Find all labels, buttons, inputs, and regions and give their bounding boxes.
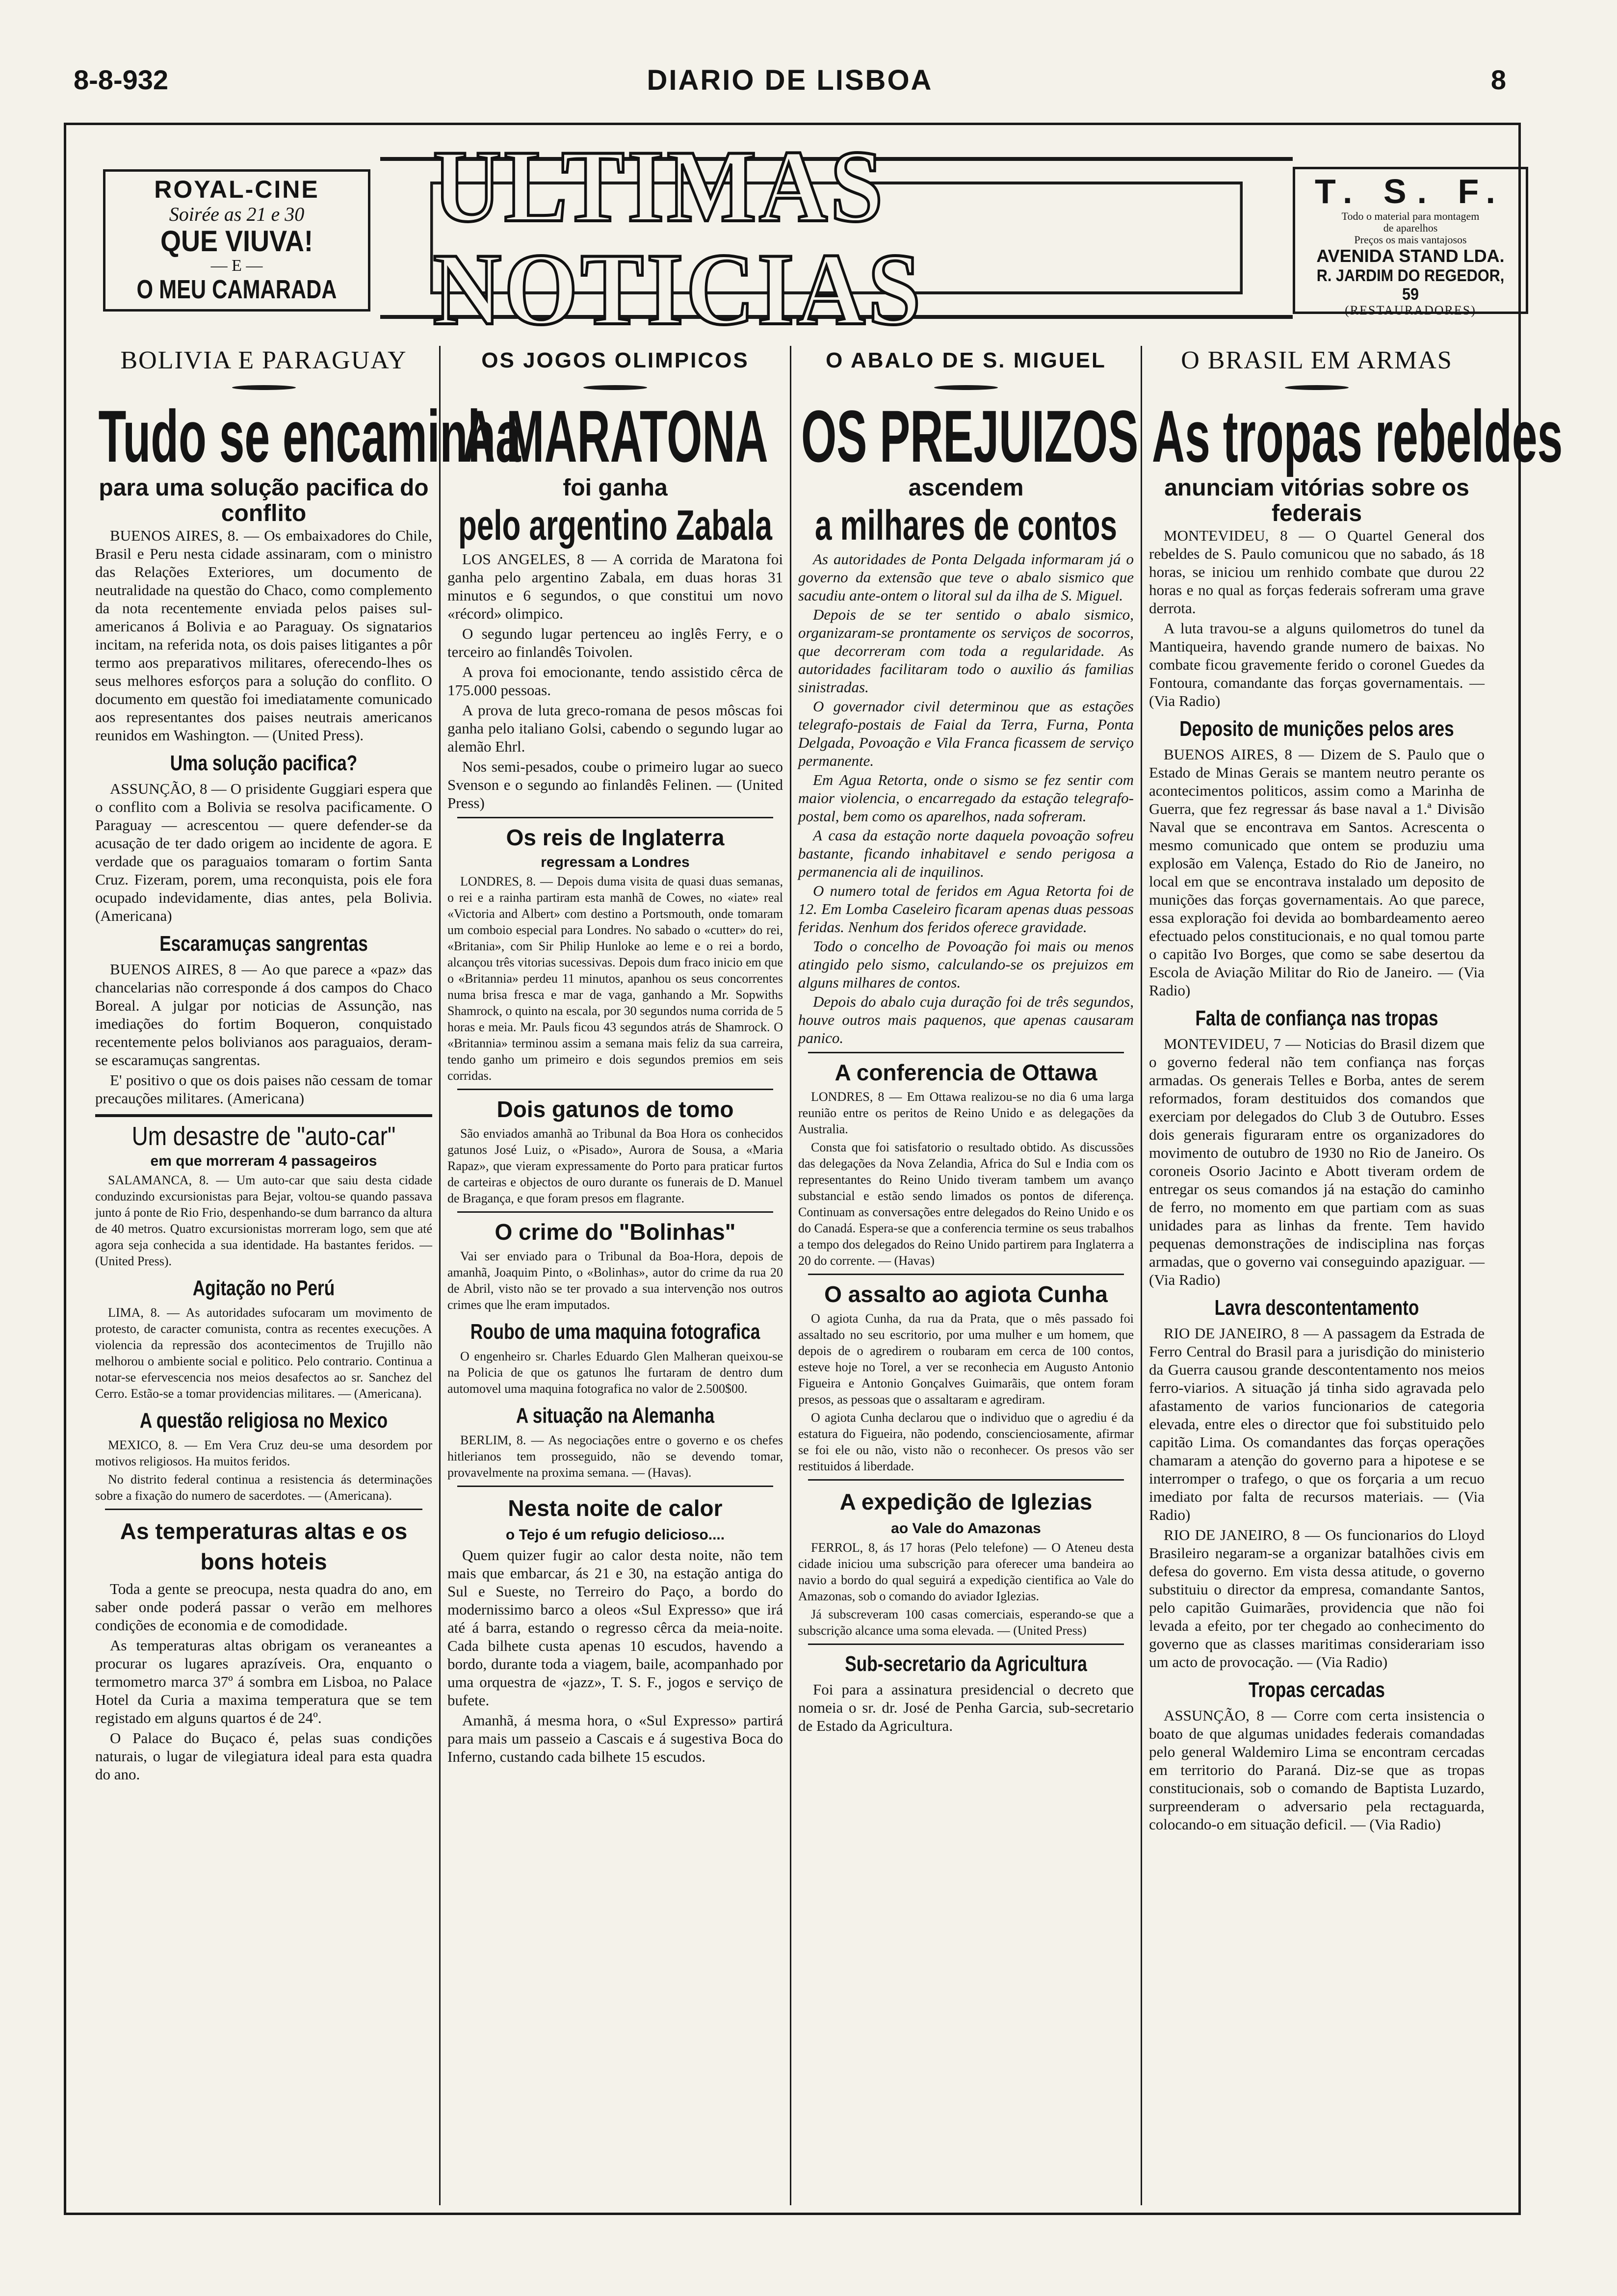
banner-row bbox=[66, 125, 1518, 346]
masthead bbox=[74, 64, 1506, 103]
article-paragraph: No distrito federal continua a resistencia ás determinações sobre a fixação do numero de sacerdotes. — (Americana). bbox=[95, 1472, 432, 1503]
article-paragraph: O Palace do Buçaco é, pelas suas condições naturais, o lugar de vilegiatura ideal para esta quadra do ano. bbox=[95, 1729, 432, 1783]
column-brazil-in-arms bbox=[1141, 346, 1563, 2205]
article-paragraph: São enviados amanhã ao Tribunal da Boa Hora os conhecidos gatunos José Luiz, o «Pisado», Aurora de Sousa, a «Maria Rapaz», que vieram expressamente do Porto para praticar furtos de carteiras e objectos de ouro durante os funerais de D. Manuel de Bragança, e que foram presos em flagrante. bbox=[447, 1126, 783, 1205]
kicker-rule bbox=[934, 385, 998, 390]
subheadline: Falta de confiança nas tropas bbox=[1195, 1006, 1438, 1030]
article-paragraph: Depois do abalo cuja duração foi de três segundos, houve outros mais paquenos, que apenas causaram panico. bbox=[798, 993, 1134, 1046]
article-divider bbox=[808, 1274, 1124, 1275]
headline-deck: anunciam vitórias sobre os federais bbox=[1164, 475, 1469, 526]
ad-session-time: Soirée as 21 e 30 bbox=[169, 203, 305, 225]
article-paragraph: A prova de luta greco-romana de pesos môscas foi ganha pelo italiano Golsi, cabendo o segundo lugar ao alemão Ehrl. bbox=[447, 702, 783, 755]
article-divider bbox=[808, 1644, 1124, 1645]
article-paragraph: BERLIM, 8. — As negociações entre o governo e os chefes hitlerianos tem prosseguido, não se devendo tomar, provavelmente na proxima semana. — (Havas). bbox=[447, 1433, 783, 1480]
ad-tsf-area: (RESTAURADORES) bbox=[1345, 303, 1476, 317]
article-paragraph: O segundo lugar pertenceu ao inglês Ferry, e o terceiro ao finlandês Toivolen. bbox=[447, 625, 783, 660]
subheadline: O assalto ao agiota Cunha bbox=[824, 1281, 1108, 1307]
article-paragraph: ASSUNÇÃO, 8 — Corre com certa insistencia o boato de que algumas unidades federais comandadas pelo general Waldemiro Lima se encontram cercadas em territorio do Paraná. Diz-se que as tropas constitucionais, sob o comando de Baptista Luzardo, surpreenderam o adversario pela rectaguarda, colocando-o em situação deficil. — (Via Radio) bbox=[1149, 1707, 1485, 1833]
column-kicker: OS JOGOS OLIMPICOS bbox=[481, 348, 749, 372]
ad-film-2: O MEU CAMARADA bbox=[136, 275, 337, 304]
subheadline: A questão religiosa no Mexico bbox=[139, 1409, 388, 1433]
article-paragraph: O governador civil determinou que as estações telegrafo-postais de Faial da Terra, Furna, Ponta Delgada, Povoação e Vila Franca ficassem de serviço permanente. bbox=[798, 698, 1134, 769]
issue-date: 8-8-932 bbox=[74, 64, 169, 95]
ad-cinema-name: ROYAL-CINE bbox=[154, 176, 319, 203]
article-paragraph: LIMA, 8. — As autoridades sufocaram um movimento de protesto, de caracter comunista, contra as recentes execuções. A violencia da repressão dos acontecimentos de Trujillo não melhorou o ambiente social e politico. Pelo contrario. Continua a notar-se efervescencia nos meios desafectos ao sr. Sanchez del Cerro. Estão-se a tomar providencias militares. — (Americana). bbox=[95, 1305, 432, 1401]
article-paragraph: Todo o concelho de Povoação foi mais ou menos atingido pelo sismo, calculando-se os prejuizos em alguns milhares de contos. bbox=[798, 938, 1134, 991]
article-paragraph: ASSUNÇÃO, 8 — O prisidente Guggiari espera que o conflito com a Bolivia se resolva pacificamente. O Paraguay — acrescentou — quere defender-se da acusação de ter dado origem ao incidente de agora. E verdade que os paraguaios tomaram o fortim Santa Cruz. Fizeram, porem, uma reconquista, pois ele fora ocupado indevidamente, dias antes, pela Bolivia. (Americana) bbox=[95, 780, 432, 924]
article-paragraph: Toda a gente se preocupa, nesta quadra do ano, em saber onde poderá passar o verão em melhores condições de economia e de comodidade. bbox=[95, 1580, 432, 1634]
subheadline: A situação na Alemanha bbox=[516, 1404, 715, 1428]
subheadline: Um desastre de "auto-car" bbox=[131, 1122, 396, 1151]
subheadline: A conferencia de Ottawa bbox=[835, 1060, 1097, 1085]
kicker-rule bbox=[1285, 385, 1349, 390]
headline: As tropas rebeldes bbox=[1151, 395, 1563, 477]
article-paragraph: MONTEVIDEU, 7 — Noticias do Brasil dizem que o governo federal não tem confiança nas forças armadas. Os generais Telles e Borba, antes de serem reformados, foram destituidos dos comandos que exerciam por delegados do Club 3 de Outubro. Esses dois generais figuraram entre os organizadores do movimento de outubro de 1930 no Rio de Janeiro. Os coroneis Osorio Jacinto e Abott tiveram ordem de entregar os seus comandos já na estação do caminho de ferro, no momento em que partiam com as suas unidades para as linhas da frente. Tem havido pequenas demonstrações de indisciplina nas forças armadas, que o governo vai conseguindo apaziguar. — (Via Radio) bbox=[1149, 1035, 1485, 1288]
page-number: 8 bbox=[1490, 64, 1506, 95]
subheadline: Nesta noite de calor bbox=[508, 1495, 723, 1521]
ad-tsf-line-3: Preços os mais vantajosos bbox=[1354, 234, 1467, 246]
article-divider bbox=[808, 1052, 1124, 1053]
ad-tsf-company: AVENIDA STAND LDA. bbox=[1316, 246, 1505, 266]
newspaper-name: DIARIO DE LISBOA bbox=[647, 64, 933, 96]
article-paragraph: Depois de se ter sentido o abalo sismico, organizaram-se prontamente os serviços de socorros, que decorreram com toda a regularidade. As autoridades facilitaram todo o auxilio ás familias sinistradas. bbox=[798, 606, 1134, 696]
section-title: ULTIMAS NOTICIAS bbox=[430, 182, 1243, 294]
headline-deck: foi ganha bbox=[563, 475, 668, 501]
article-paragraph: Amanhã, á mesma hora, o «Sul Expresso» partirá para mais um passeio a Cascais e á sugestiva Boca do Inferno, custando cada bilhete 15 escudos. bbox=[447, 1712, 783, 1765]
article-paragraph: O agiota Cunha, da rua da Prata, que o mês passado foi assaltado no seu escritorio, por uma mulher e um homem, que depois de o agredirem o roubaram em cerca de 100 contos, esteve hoje no Torel, a ver se reconhecia em Augusto Antonio Figueira e Antonio Gonçalves Guimarãis, que ontem foram presos, as pessoas que o assaltaram e agrediram. bbox=[798, 1311, 1134, 1407]
article-paragraph: A luta travou-se a alguns quilometros do tunel da Mantiqueira, havendo grande numero de baixas. No combate ficou gravemente ferido o coronel Guedes da Fontoura, comandante das forças governamentais. — (Via Radio) bbox=[1149, 620, 1485, 709]
article-divider bbox=[808, 1479, 1124, 1481]
subheadline: As temperaturas altas e os bons hoteis bbox=[120, 1518, 408, 1574]
article-paragraph: MEXICO, 8. — Em Vera Cruz deu-se uma desordem por motivos religiosos. Ha muitos feridos. bbox=[95, 1438, 432, 1468]
article-paragraph: FERROL, 8, ás 17 horas (Pelo telefone) — O Ateneu desta cidade iniciou uma subscrição para oferecer uma bandeira ao navio a bordo do qual seguirá a expedição cientifica ao Vale do Amazonas, sob o comando do aviador Iglezias. bbox=[798, 1540, 1134, 1603]
column-olympic-games bbox=[439, 346, 790, 2205]
article-paragraph: O engenheiro sr. Charles Eduardo Glen Malheran queixou-se na Policia de que os gatunos lhe furtaram de dentro dum automovel uma maquina fotografica no valor de 2.500$00. bbox=[447, 1349, 783, 1396]
article-paragraph: LONDRES, 8. — Depois duma visita de quasi duas semanas, o rei e a rainha partiram esta manhã de Cowes, no «iate» real «Victoria and Albert» com destino a Portsmouth, onde tomaram um comboio especial para Londres. No sabado o «cutter» do rei, «Britania», com Sir Philip Hunloke ao leme e o rei a bordo, alcançou três vitorias sucessivas. Depois dum fraco inicio em que o «Britannia» perdeu 11 minutos, apanhou os seus concorrentes numa brisa fresca e mar de vaga, ganhando a Mr. Sopwiths Shamrock, o quinto na escala, por 30 segundos numa corrida de 5 horas e meia. Mr. Pauls ficou 43 segundos atrás de Shamrock. O «Britannia» terminou assim a semana mais feliz da sua carreira, tendo ganho um primeiro e dois segundos premios em seis corridas. bbox=[447, 874, 783, 1083]
article-paragraph: MONTEVIDEU, 8 — O Quartel General dos rebeldes de S. Paulo comunicou que no sabado, ás 18 horas, se iniciou um renhido combate que durou 22 horas e no qual as forças federais sofreram uma grave derrota. bbox=[1149, 527, 1485, 617]
article-divider bbox=[105, 1509, 422, 1510]
headline-deck: para uma solução pacifica do conflito bbox=[99, 475, 429, 526]
subheadline-deck: o Tejo é um refugio delicioso.... bbox=[505, 1527, 725, 1543]
subheadline: Uma solução pacifica? bbox=[170, 751, 358, 775]
ad-separator: — E — bbox=[210, 257, 263, 275]
tsf-ad bbox=[1293, 167, 1528, 317]
ad-tsf-line-1: Todo o material para montagem bbox=[1341, 210, 1480, 222]
article-paragraph: RIO DE JANEIRO, 8 — A passagem da Estrada de Ferro Central do Brasil para a jurisdição do ministerio da Guerra causou grande descontentamento nos meios ferro-viarios. A situação já tinha sido agravada pelo afastamento de varios funcionarios de categoria elevada, entre eles o director que foi substituido pelo capitão Lima. Os comandantes das forças operações chamaram a atenção do governo para a hipotese e se interromper o trafego, o que os forçaria a um recuo imediato por falta de recursos materiais. — (Via Radio) bbox=[1149, 1325, 1485, 1523]
column-sao-miguel-quake bbox=[790, 346, 1141, 2205]
column-bolivia-paraguay bbox=[88, 346, 521, 2205]
article-paragraph: BUENOS AIRES, 8 — Ao que parece a «paz» das chancelarias não corresponde á dos campos do Chaco Boreal. A julgar por noticias de Assunção, nas imediações do fortim Boqueron, conquistado recentemente pelos bolivianos aos paraguaios, deram-se escaramuças sangrentas. bbox=[95, 961, 432, 1069]
column-kicker: BOLIVIA E PARAGUAY bbox=[120, 346, 407, 374]
article-paragraph: Foi para a assinatura presidencial o decreto que nomeia o sr. dr. José de Penha Garcia, sub-secretario de Estado da Agricultura. bbox=[798, 1681, 1134, 1734]
subheadline: Agitação no Perú bbox=[192, 1276, 335, 1300]
article-divider bbox=[457, 817, 773, 818]
article-paragraph: O agiota Cunha declarou que o individuo que o agrediu é da estatura do Figueira, não podendo, conscienciosamente, afirmar se foi ele ou não, visto não o reconhecer. Os presos vão ser restituidos á liberdade. bbox=[798, 1410, 1134, 1473]
subheadline: Deposito de munições pelos ares bbox=[1179, 717, 1454, 741]
article-paragraph: O numero total de feridos em Agua Retorta foi de 12. Em Lomba Caseleiro ficaram apenas duas pessoas feridas. Nenhum dos feridos oferece gravidade. bbox=[798, 882, 1134, 936]
article-columns bbox=[66, 346, 1563, 2205]
headline: A MARATONA bbox=[462, 395, 768, 477]
article-paragraph: LOS ANGELES, 8 — A corrida de Maratona foi ganha pelo argentino Zabala, em duas horas 31 minutos e 6 segundos, o que constitui um novo «récord» olimpico. bbox=[447, 550, 783, 622]
article-paragraph: Consta que foi satisfatorio o resultado obtido. As discussões das delegações da Nova Zelandia, Africa do Sul e India com os representantes do Reino Unido tiveram tambem um avanço substancial e estão sendo limados os pontos de diferença. Continuam as conversações entre delegados do Reino Unido e os do Canadá. Espera-se que a conferencia termine os seus trabalhos a tempo dos delegados do Reino Unido partirem para Inglaterra a 20 do corrente. — (Havas) bbox=[798, 1140, 1134, 1268]
subheadline: Os reis de Inglaterra bbox=[506, 825, 725, 850]
headline: Tudo se encaminha bbox=[98, 395, 521, 477]
article-paragraph: A casa da estação norte daquela povoação sofreu bastante, ficando inhabitavel e sendo perigosa a permanencia ali de inquilinos. bbox=[798, 827, 1134, 880]
article-paragraph: E' positivo o que os dois paises não cessam de tomar precauções militares. (Americana) bbox=[95, 1071, 432, 1107]
ad-film-1: QUE VIUVA! bbox=[160, 225, 313, 258]
article-paragraph: SALAMANCA, 8. — Um auto-car que saiu desta cidade conduzindo excursionistas para Bejar, voltou-se quando passava junto á ponte de Rio Frio, despenhando-se dum barranco da altura de 40 metros. Quatro excursionistas morreram logo, sem que até agora seja conhecida a sua identidade. Ha bastantes feridos. — (United Press). bbox=[95, 1173, 432, 1268]
column-kicker: O ABALO DE S. MIGUEL bbox=[826, 348, 1106, 372]
headline-deck-2: a milhares de contos bbox=[815, 502, 1117, 549]
subheadline-deck: ao Vale do Amazonas bbox=[891, 1520, 1041, 1537]
article-paragraph: LONDRES, 8 — Em Ottawa realizou-se no dia 6 uma larga reunião entre os peritos de Reino Unido e as delegações da Australia. bbox=[798, 1090, 1134, 1136]
article-paragraph: BUENOS AIRES, 8 — Dizem de S. Paulo que o Estado de Minas Gerais se mantem neutro perante os acontecimentos politicos, assim como a Marinha de Guerra, que fez regressar ás base naval a 1.ª Divisão Naval que se encontrava em Santos. Acrescenta o mesmo comunicado que ontem se produziu uma explosão em Valença, Estado do Rio de Janeiro, no local em que se encontrava instalado um deposito de munições das forças governamentais. Ao que parece, essa exploração foi devida ao bombardeamento aereo efectuado pelos constitucionais, e no qual tomou parte o capitão Ivo Borges, que como se sabe desertou da Escola de Aviação Militar do Rio de Janeiro. — (Via Radio) bbox=[1149, 746, 1485, 999]
subheadline-deck: em que morreram 4 passageiros bbox=[150, 1153, 377, 1169]
article-paragraph: Vai ser enviado para o Tribunal da Boa-Hora, depois de amanhã, Joaquim Pinto, o «Bolinhas», autor do crime da rua 20 de Abril, visto não se ter provado a sua intervenção nos outros crimes que lhe eram imputados. bbox=[447, 1249, 783, 1312]
kicker-rule bbox=[583, 385, 647, 390]
article-paragraph: Quem quizer fugir ao calor desta noite, não tem mais que embarcar, ás 21 e 30, na estação antiga do Sul e Sueste, no Terreiro do Paço, a bordo do modernissimo barco a oleos «Sul Expresso» que irá até á barra, estando o regresso cêrca da meia-noite. Cada bilhete custa apenas 10 escudos, havendo a bordo, durante toda a viagem, baile, acompanhado por uma orquestra de «jazz», T. S. F., jogos e serviço de bufete. bbox=[447, 1546, 783, 1709]
article-divider bbox=[457, 1089, 773, 1090]
ad-tsf-line-2: de aparelhos bbox=[1383, 222, 1438, 234]
article-divider bbox=[95, 1114, 432, 1117]
article-paragraph: RIO DE JANEIRO, 8 — Os funcionarios do Lloyd Brasileiro negaram-se a organizar batalhões civis em defesa do governo. Em vista dessa atitude, o governo substituiu o director da empresa, comandante Santos, pelo capitão Guimarães, providencia que não foi levada a efeito, por ter chegado ao conhecimento do governo que as classes maritimas considerariam isso um acto de provocação. — (Via Radio) bbox=[1149, 1526, 1485, 1670]
ad-tsf-address: R. JARDIM DO REGEDOR, 59 bbox=[1316, 266, 1505, 304]
subheadline: Lavra descontentamento bbox=[1214, 1296, 1419, 1320]
article-paragraph: BUENOS AIRES, 8. — Os embaixadores do Chile, Brasil e Peru nesta cidade assinaram, com o ministro das Relações Exteriores, um documento de neutralidade na questão do Chaco, como complemento da nota recentemente enviada pelos paises sul-americanos á Bolivia e ao Paraguay. Os signatarios incitam, na referida nota, os dois paises litigantes a pôr termo aos preparativos militares, oferecendo-lhes os seus melhores esforços para a solução do conflito. O documento em questão foi imediatamente comunicado aos representantes dos paises neutrais americanos reunidos em Washington. — (United Press). bbox=[95, 527, 432, 744]
headline: OS PREJUIZOS bbox=[801, 395, 1139, 477]
article-paragraph: Já subscreveram 100 casas comerciais, esperando-se que a subscrição alcance uma soma elevada. — (United Press) bbox=[798, 1607, 1134, 1638]
article-paragraph: As temperaturas altas obrigam os veraneantes a procurar os lugares aprazíveis. Ora, enquanto o termometro marca 37º á sombra em Lisboa, no Palace Hotel da Curia a maxima temperatura que se tem registado em alguns quartos é de 24º. bbox=[95, 1637, 432, 1726]
subheadline: Roubo de uma maquina fotografica bbox=[470, 1320, 760, 1344]
article-paragraph: Nos semi-pesados, coube o primeiro lugar ao sueco Svenson e o segundo ao finlandês Felinen. — (United Press) bbox=[447, 758, 783, 811]
subheadline: Sub-secretario da Agricultura bbox=[845, 1652, 1087, 1676]
headline-deck: ascendem bbox=[908, 475, 1024, 501]
article-divider bbox=[457, 1486, 773, 1487]
article-divider bbox=[457, 1211, 773, 1213]
subheadline: Tropas cercadas bbox=[1249, 1678, 1385, 1702]
page-frame bbox=[64, 123, 1563, 2215]
article-paragraph: Em Agua Retorta, onde o sismo se fez sentir com maior violencia, o encarregado da estação telegrafo-postal, bem como os aparelhos, nada sofreram. bbox=[798, 771, 1134, 825]
kicker-rule bbox=[232, 385, 296, 390]
headline-deck-2: pelo argentino Zabala bbox=[458, 502, 772, 549]
column-kicker: O BRASIL EM ARMAS bbox=[1181, 346, 1453, 374]
subheadline-deck: regressam a Londres bbox=[541, 854, 690, 870]
subheadline: Escaramuças sangrentas bbox=[159, 932, 368, 956]
subheadline: Dois gatunos de tomo bbox=[496, 1096, 734, 1122]
ad-tsf-title: T. S. F. bbox=[1315, 172, 1506, 210]
article-paragraph: A prova foi emocionante, tendo assistido cêrca de 175.000 pessoas. bbox=[447, 663, 783, 699]
royal-cine-ad bbox=[103, 169, 370, 312]
section-banner bbox=[380, 130, 1293, 346]
article-paragraph: As autoridades de Ponta Delgada informaram já o governo da extensão que teve o abalo sismico que sacudiu ante-ontem o litoral sul da ilha de S. Miguel. bbox=[798, 550, 1134, 604]
subheadline: A expedição de Iglezias bbox=[839, 1489, 1093, 1514]
subheadline: O crime do "Bolinhas" bbox=[495, 1219, 736, 1245]
